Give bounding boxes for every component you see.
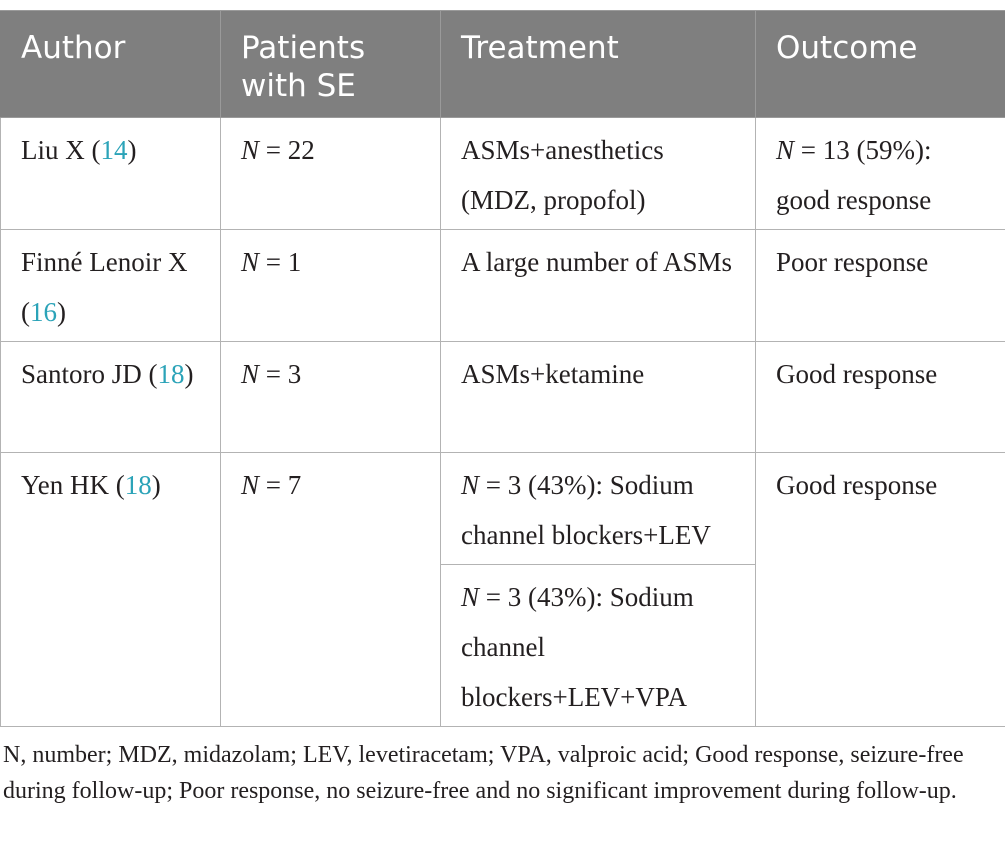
cell-treatment: ASMs+anesthetics (MDZ, propofol)	[441, 118, 756, 230]
table-row	[1, 453, 1005, 565]
cell-outcome: Good response	[756, 342, 1005, 453]
cell-treatment: ASMs+ketamine	[441, 342, 756, 453]
cell-patients: N = 7	[221, 453, 441, 727]
table-row	[1, 342, 1005, 453]
cell-outcome: Poor response	[756, 230, 1005, 342]
reference-link[interactable]: 18	[157, 359, 185, 389]
reference-link[interactable]: 14	[100, 135, 128, 165]
table-row	[1, 118, 1005, 230]
reference-link[interactable]: 18	[124, 470, 152, 500]
reference-link[interactable]: 16	[30, 297, 57, 327]
cell-author: Yen HK (18)	[1, 453, 221, 727]
cell-patients: N = 22	[221, 118, 441, 230]
header-patients: Patients with SE	[221, 11, 441, 118]
header-row	[1, 11, 1005, 118]
table-footnote: N, number; MDZ, midazolam; LEV, levetiracetam; VPA, valproic acid; Good response, seizure-free during follow-up; Poor response, no seizure-free and no significant improvement during follow-up.	[3, 742, 964, 804]
header-outcome: Outcome	[756, 11, 1005, 118]
header-author: Author	[1, 11, 221, 118]
cell-author: Finné Lenoir X (16)	[1, 230, 221, 342]
cell-outcome: Good response	[756, 453, 1005, 727]
cell-treatment: A large number of ASMs	[441, 230, 756, 342]
table-row	[1, 230, 1005, 342]
cell-author: Liu X (14)	[1, 118, 221, 230]
header-treatment: Treatment	[441, 11, 756, 118]
cell-treatment: N = 3 (43%): Sodium channel blockers+LEV	[441, 453, 756, 565]
cell-patients: N = 1	[221, 230, 441, 342]
cell-author: Santoro JD (18)	[1, 342, 221, 453]
cell-outcome: N = 13 (59%): good response	[756, 118, 1005, 230]
cell-patients: N = 3	[221, 342, 441, 453]
se-treatment-table	[0, 10, 1005, 727]
cell-treatment: N = 3 (43%): Sodium channel blockers+LEV+VPA	[441, 565, 756, 727]
